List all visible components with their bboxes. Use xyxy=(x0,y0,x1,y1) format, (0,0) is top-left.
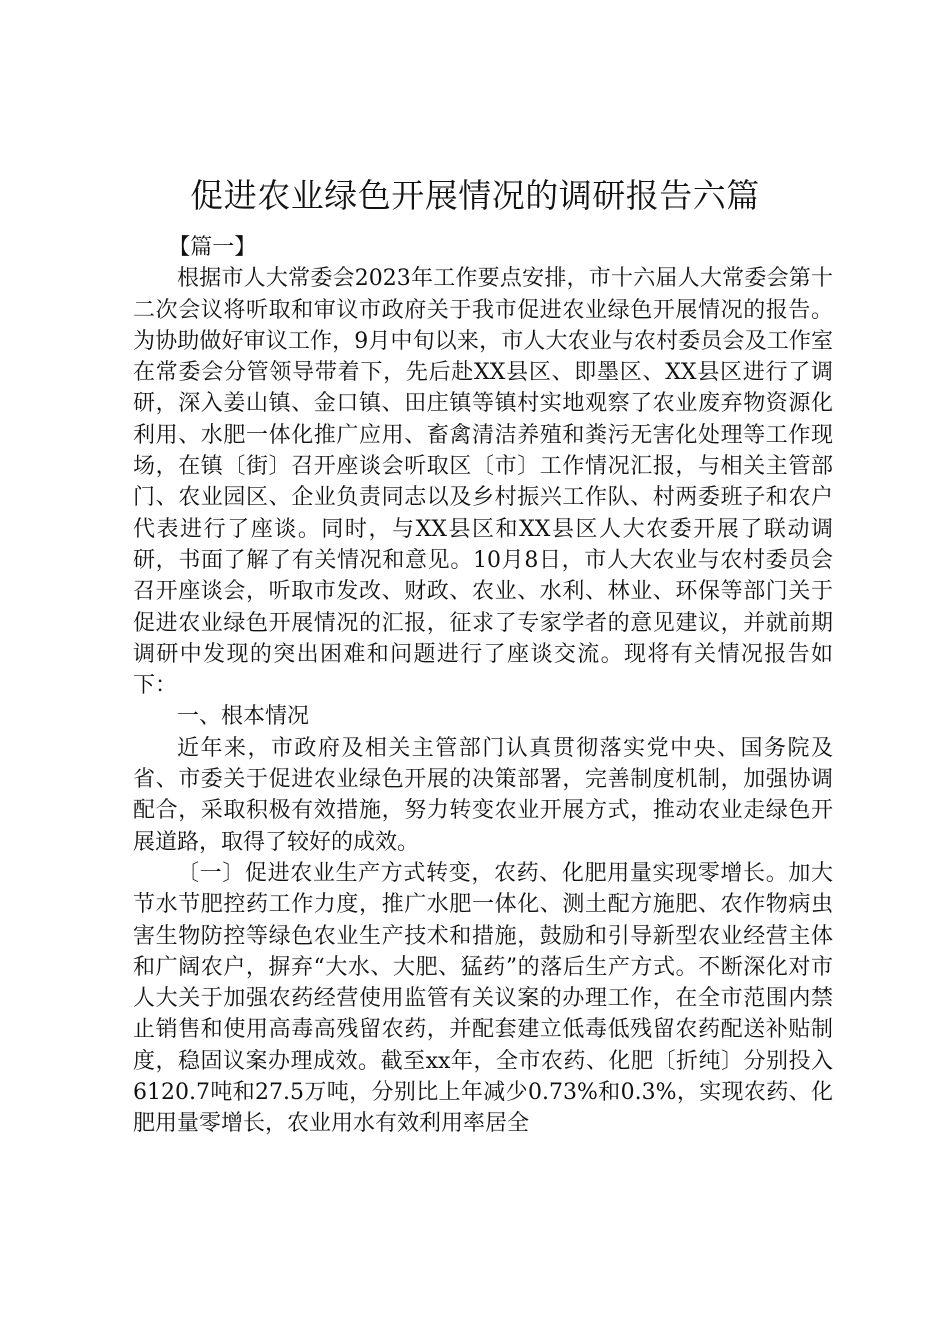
paragraph-item-one: 〔一〕促进农业生产方式转变，农药、化肥用量实现零增长。加大节水节肥控药工作力度，推广水肥一体化、测土配方施肥、农作物病虫害生物防控等绿色农业生产技术和措施，鼓励和引导新型农业经营主体和广阔农户，摒弃“大水、大肥、猛药”的落后生产方式。不断深化对市人大关于加强农药经营使用监管有关议案的办理工作，在全市范围内禁止销售和使用高毒高残留农药，并配套建立低毒低残留农药配送补贴制度，稳固议案办理成效。截至xx年，全市农药、化肥〔折纯〕分别投入6120.7吨和27.5万吨，分别比上年减少0.73%和0.3%，实现农药、化肥用量零增长，农业用水有效利用率居全 xyxy=(133,860,833,1137)
section-label: 【篇一】 xyxy=(168,235,257,260)
paragraph-intro: 根据市人大常委会2023年工作要点安排，市十六届人大常委会第十二次会议将听取和审议市政府关于我市促进农业绿色开展情况的报告。为协助做好审议工作，9月中旬以来，市人大农业与农村委员会及工作室在常委会分管领导带着下，先后赴XX县区、即墨区、XX县区进行了调研，深入姜山镇、金口镇、田庄镇等镇村实地观察了农业废弃物资源化利用、水肥一体化推广应用、畜禽清洁养殖和粪污无害化处理等工作现场，在镇〔街〕召开座谈会听取区〔市〕工作情况汇报，与相关主管部门、农业园区、企业负责同志以及乡村振兴工作队、村两委班子和农户代表进行了座谈。同时，与XX县区和XX县区人大农委开展了联动调研，书面了解了有关情况和意见。10月8日，市人大农业与农村委员会召开座谈会，听取市发改、财政、农业、水利、林业、环保等部门关于促进农业绿色开展情况的汇报，征求了专家学者的意见建议，并就前期调研中发现的突出困难和问题进行了座谈交流。现将有关情况报告如下： xyxy=(133,266,833,699)
paragraph-overview: 近年来，市政府及相关主管部门认真贯彻落实党中央、国务院及省、市委关于促进农业绿色开展的决策部署，完善制度机制，加强协调配合，采取积极有效措施，努力转变农业开展方式，推动农业走绿色开展道路，取得了较好的成效。 xyxy=(133,735,833,855)
document-body xyxy=(133,232,833,1140)
document-title: 促进农业绿色开展情况的调研报告六篇 xyxy=(190,176,760,215)
heading-basic-situation: 一、根本情况 xyxy=(177,704,310,730)
